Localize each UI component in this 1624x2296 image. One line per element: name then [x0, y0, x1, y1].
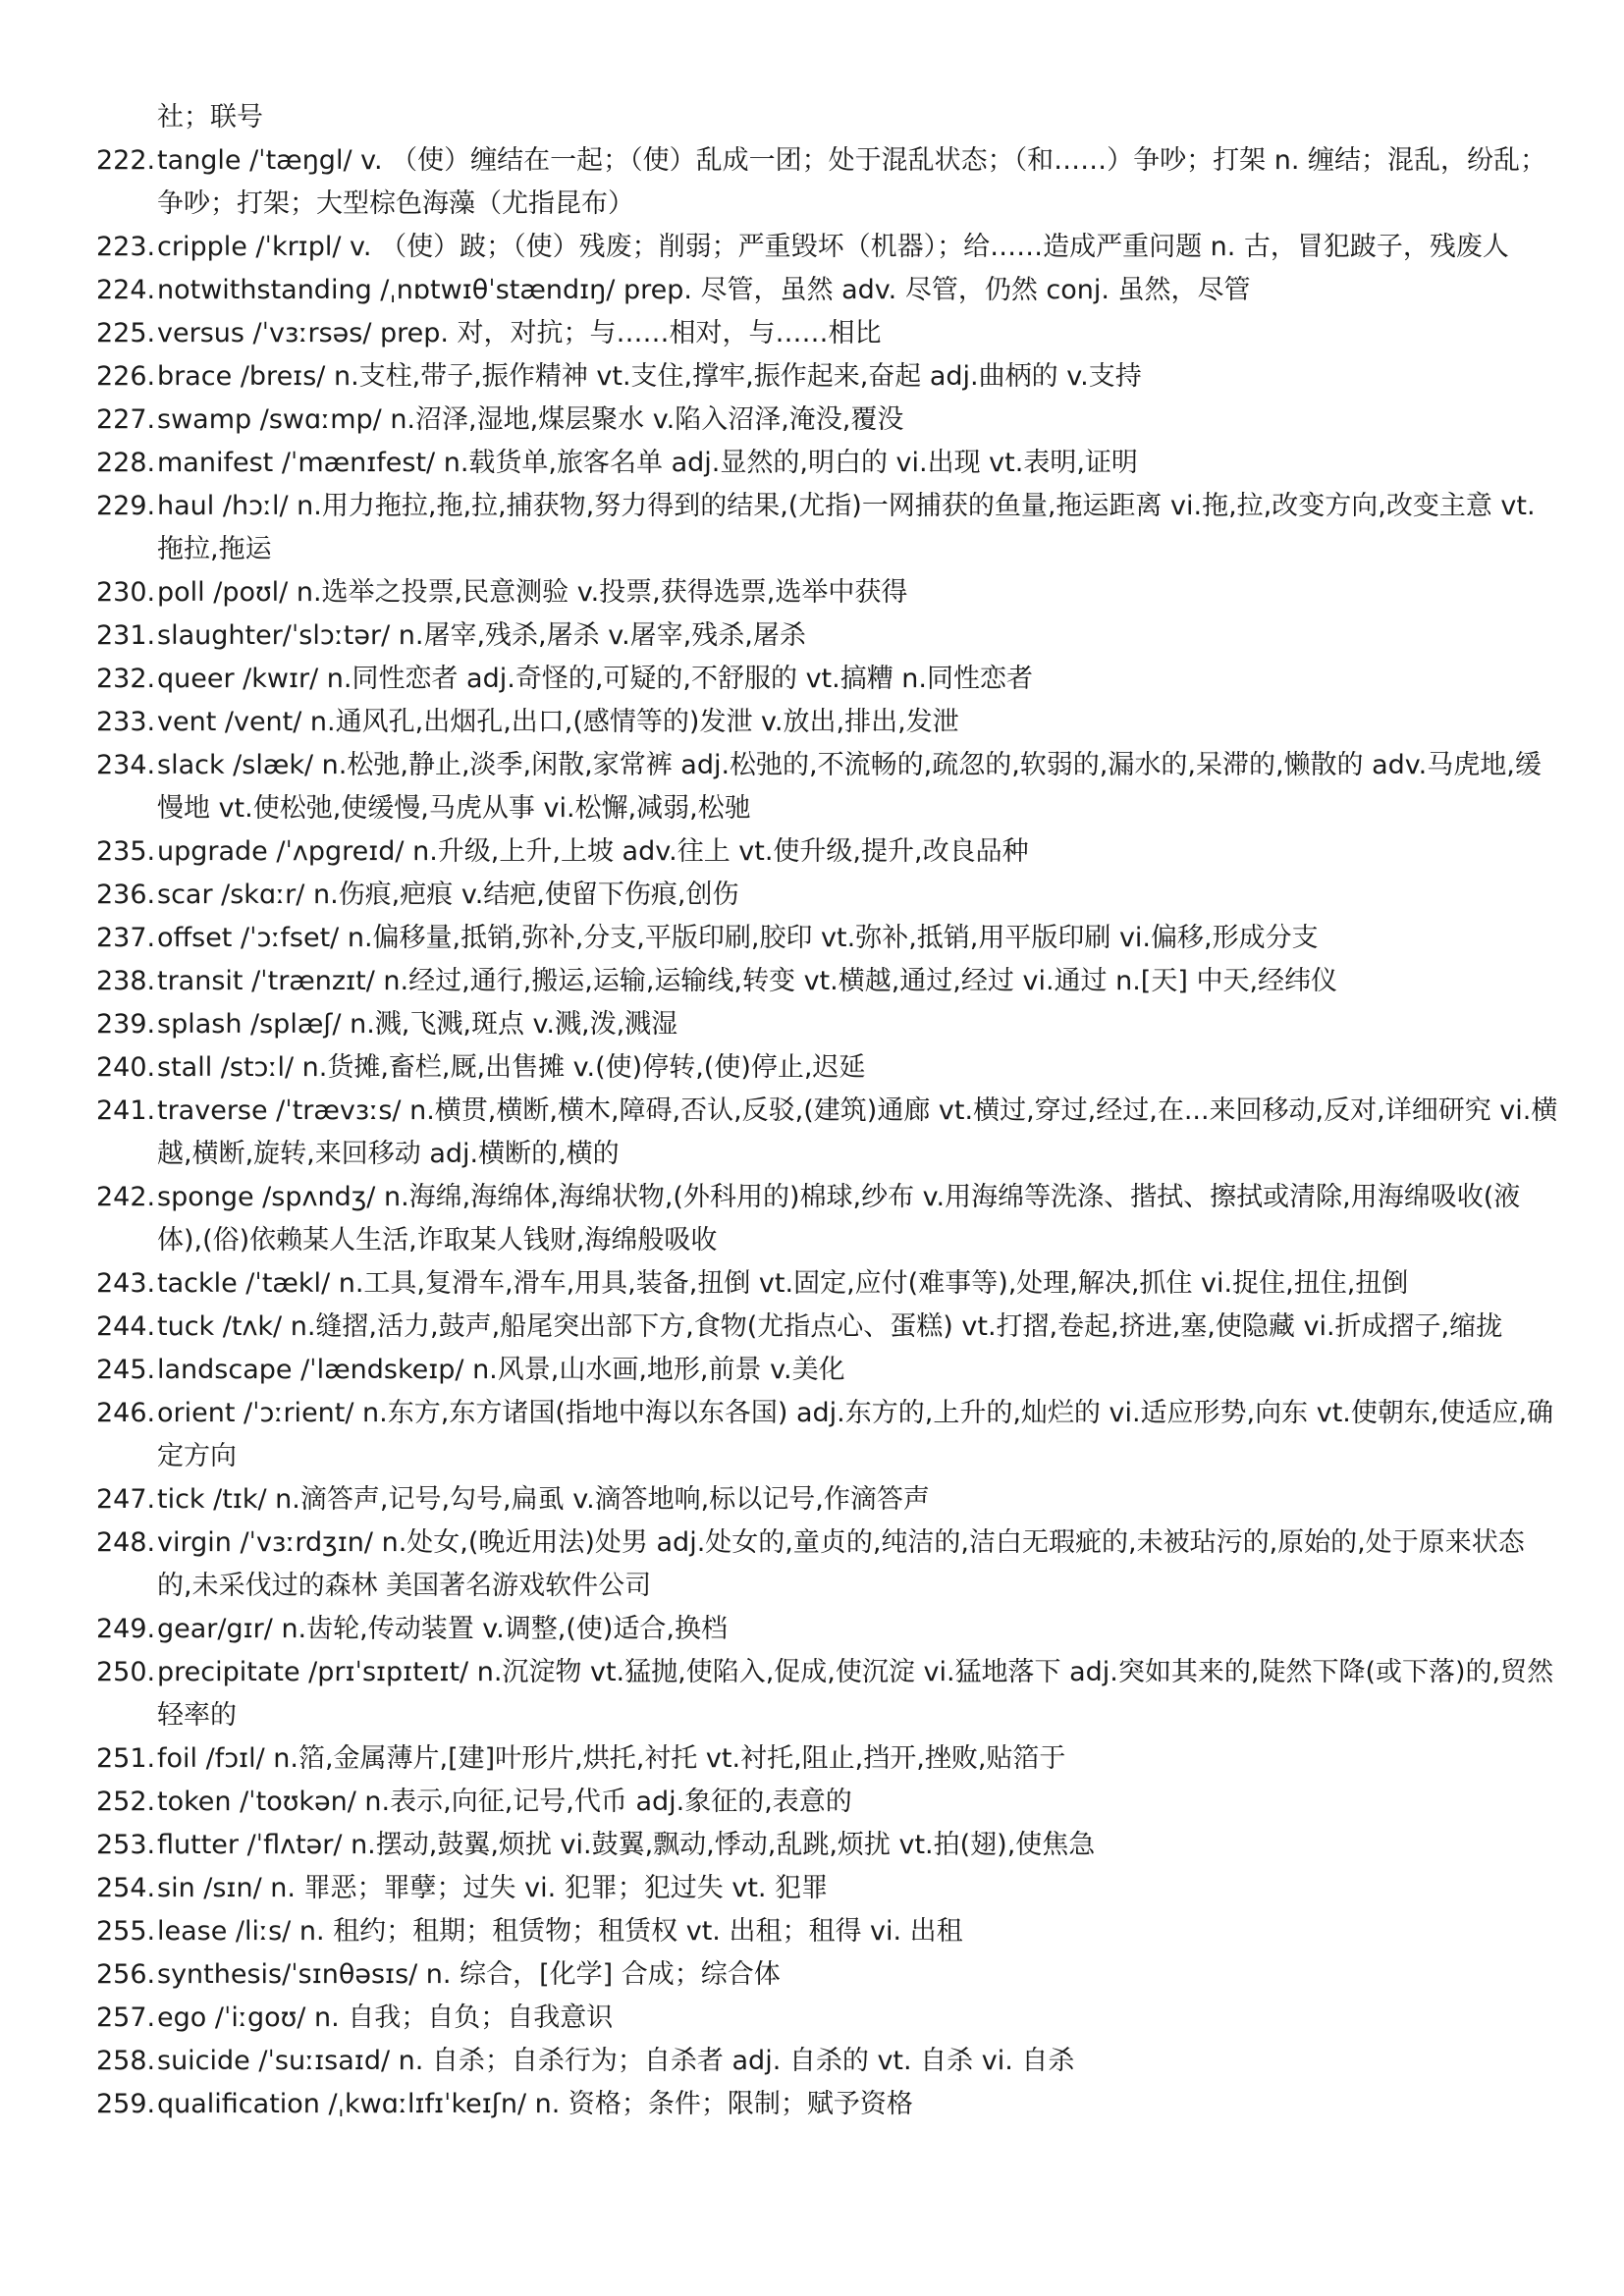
vocab-entry	[96, 1478, 1559, 1522]
vocab-entry	[96, 269, 1559, 312]
entry-definition: ego /ˈiːgoʊ/ n. 自我；自负；自我意识	[157, 2002, 614, 2033]
entry-definition: tick /tɪk/ n.滴答声,记号,勾号,扁虱 v.滴答地响,标以记号,作滴答声	[157, 1484, 930, 1515]
vocab-entry	[96, 312, 1559, 355]
vocab-entry	[96, 1522, 1559, 1608]
entry-number: 252.	[96, 1787, 156, 1817]
entry-definition: scar /skɑːr/ n.伤痕,疤痕 v.结疤,使留下伤痕,创伤	[157, 880, 739, 910]
vocab-entry	[96, 874, 1559, 917]
entry-definition: suicide /ˈsuːɪsaɪd/ n. 自杀；自杀行为；自杀者 adj. 自杀的 vt. 自杀 vi. 自杀	[157, 2046, 1075, 2076]
vocab-entry	[96, 1090, 1559, 1176]
entry-number: 242.	[96, 1182, 156, 1212]
vocabulary-list	[96, 139, 1559, 2126]
vocab-entry	[96, 1953, 1559, 1997]
vocab-entry	[96, 1176, 1559, 1262]
vocab-entry	[96, 442, 1559, 485]
entry-number: 225.	[96, 318, 156, 348]
entry-definition: versus /ˈvɜːrsəs/ prep. 对，对抗；与……相对，与……相比	[157, 318, 882, 348]
vocab-entry	[96, 658, 1559, 701]
entry-number: 250.	[96, 1657, 156, 1687]
vocab-entry	[96, 1262, 1559, 1306]
entry-number: 240.	[96, 1052, 156, 1083]
entry-definition: upgrade /ˈʌpgreɪd/ n.升级,上升,上坡 adv.往上 vt.使升级,提升,改良品种	[157, 836, 1029, 867]
entry-definition: haul /hɔːl/ n.用力拖拉,拖,拉,捕获物,努力得到的结果,(尤指)一网捕获的鱼量,拖运距离 vi.拖,拉,改变方向,改变主意 vt.拖拉,拖运	[157, 491, 1536, 564]
entry-number: 239.	[96, 1009, 156, 1040]
entry-definition: queer /kwɪr/ n.同性恋者 adj.奇怪的,可疑的,不舒服的 vt.搞糟 n.同性恋者	[157, 664, 1034, 694]
entry-definition: manifest /ˈmænɪfest/ n.载货单,旅客名单 adj.显然的,明白的 vi.出现 vt.表明,证明	[157, 448, 1138, 478]
vocab-entry	[96, 355, 1559, 399]
entry-definition: sin /sɪn/ n. 罪恶；罪孽；过失 vi. 犯罪；犯过失 vt. 犯罪	[157, 1873, 829, 1903]
vocab-entry	[96, 744, 1559, 830]
entry-definition: poll /poʊl/ n.选举之投票,民意测验 v.投票,获得选票,选举中获得	[157, 577, 908, 608]
entry-number: 227.	[96, 404, 156, 435]
entry-number: 238.	[96, 966, 156, 996]
entry-number: 228.	[96, 448, 156, 478]
vocab-entry	[96, 614, 1559, 658]
vocab-entry	[96, 139, 1559, 226]
vocab-entry	[96, 1306, 1559, 1349]
vocab-entry	[96, 1737, 1559, 1781]
entry-number: 226.	[96, 361, 156, 392]
vocab-entry	[96, 1997, 1559, 2040]
entry-number: 247.	[96, 1484, 156, 1515]
entry-definition: cripple /ˈkrɪpl/ v. （使）跛；（使）残废；削弱；严重毁坏（机器）；给……造成严重问题 n. 古，冒犯跛子，残废人	[157, 232, 1509, 262]
entry-definition: slaughter/ˈslɔːtər/ n.屠宰,残杀,屠杀 v.屠宰,残杀,屠杀	[157, 620, 806, 651]
entry-number: 241.	[96, 1095, 156, 1126]
entry-definition: precipitate /prɪˈsɪpɪteɪt/ n.沉淀物 vt.猛抛,使陷入,促成,使沉淀 vi.猛地落下 adj.突如其来的,陡然下降(或下落)的,贸然轻率的	[157, 1657, 1554, 1731]
entry-number: 224.	[96, 275, 156, 305]
entry-definition: gear/gɪr/ n.齿轮,传动装置 v.调整,(使)适合,换档	[157, 1614, 729, 1644]
entry-definition: slack /slæk/ n.松弛,静止,淡季,闲散,家常裤 adj.松弛的,不流畅的,疏忽的,软弱的,漏水的,呆滞的,懒散的 adv.马虎地,缓慢地 vt.使松弛,使缓慢,马虎从事 vi.松懈,减弱,松驰	[157, 750, 1542, 824]
vocab-entry	[96, 830, 1559, 874]
vocab-entry	[96, 1651, 1559, 1737]
vocab-entry	[96, 485, 1559, 571]
entry-number: 246.	[96, 1398, 156, 1428]
entry-number: 232.	[96, 664, 156, 694]
entry-number: 237.	[96, 923, 156, 953]
vocab-entry	[96, 399, 1559, 442]
entry-number: 234.	[96, 750, 156, 780]
vocab-entry	[96, 1046, 1559, 1090]
entry-number: 253.	[96, 1830, 156, 1860]
entry-definition: landscape /ˈlændskeɪp/ n.风景,山水画,地形,前景 v.美化	[157, 1355, 845, 1385]
entry-number: 258.	[96, 2046, 156, 2076]
entry-definition: traverse /ˈtrævɜːs/ n.横贯,横断,横木,障碍,否认,反驳,(建筑)通廊 vt.横过,穿过,经过,在...来回移动,反对,详细研究 vi.横越,横断,旋转,来回移动 adj.横断的,横的	[157, 1095, 1558, 1169]
entry-number: 255.	[96, 1916, 156, 1947]
entry-number: 243.	[96, 1268, 156, 1299]
vocab-entry	[96, 1910, 1559, 1953]
entry-definition: offset /ˈɔːfset/ n.偏移量,抵销,弥补,分支,平版印刷,胶印 vt.弥补,抵销,用平版印刷 vi.偏移,形成分支	[157, 923, 1319, 953]
entry-definition: flutter /ˈflʌtər/ n.摆动,鼓翼,烦扰 vi.鼓翼,飘动,悸动,乱跳,烦扰 vt.拍(翅),使焦急	[157, 1830, 1096, 1860]
entry-definition: orient /ˈɔːrient/ n.东方,东方诸国(指地中海以东各国) adj.东方的,上升的,灿烂的 vi.适应形势,向东 vt.使朝东,使适应,确定方向	[157, 1398, 1554, 1471]
entry-definition: vent /vent/ n.通风孔,出烟孔,出口,(感情等的)发泄 v.放出,排出,发泄	[157, 707, 959, 737]
entry-number: 223.	[96, 232, 156, 262]
entry-definition: swamp /swɑːmp/ n.沼泽,湿地,煤层聚水 v.陷入沼泽,淹没,覆没	[157, 404, 904, 435]
vocab-entry	[96, 1392, 1559, 1478]
entry-number: 244.	[96, 1311, 156, 1342]
entry-number: 249.	[96, 1614, 156, 1644]
entry-definition: qualification /ˌkwɑːlɪfɪˈkeɪʃn/ n. 资格；条件；限制；赋予资格	[157, 2089, 913, 2119]
vocab-entry	[96, 1867, 1559, 1910]
entry-definition: tackle /ˈtækl/ n.工具,复滑车,滑车,用具,装备,扭倒 vt.固定,应付(难事等),处理,解决,抓住 vi.捉住,扭住,扭倒	[157, 1268, 1409, 1299]
entry-number: 251.	[96, 1743, 156, 1774]
entry-number: 230.	[96, 577, 156, 608]
entry-number: 222.	[96, 145, 156, 176]
continuation-line: 社；联号	[157, 102, 263, 133]
vocab-entry	[96, 1608, 1559, 1651]
entry-definition: sponge /spʌndʒ/ n.海绵,海绵体,海绵状物,(外科用的)棉球,纱布 v.用海绵等洗涤、揩拭、擦拭或清除,用海绵吸收(液体),(俗)依赖某人生活,诈取某人钱财,海绵般吸收	[157, 1182, 1521, 1255]
entry-definition: notwithstanding /ˌnɒtwɪθˈstændɪŋ/ prep. 尽管，虽然 adv. 尽管，仍然 conj. 虽然，尽管	[157, 275, 1251, 305]
entry-definition: splash /splæʃ/ n.溅,飞溅,斑点 v.溅,泼,溅湿	[157, 1009, 678, 1040]
vocab-entry	[96, 960, 1559, 1003]
entry-number: 256.	[96, 1959, 156, 1990]
entry-definition: tangle /ˈtæŋgl/ v. （使）缠结在一起；（使）乱成一团；处于混乱状态；（和……）争吵；打架 n. 缠结；混乱，纷乱；争吵；打架；大型棕色海藻（尤指昆布）	[157, 145, 1547, 219]
vocab-entry	[96, 701, 1559, 744]
vocab-entry	[96, 571, 1559, 614]
entry-number: 229.	[96, 491, 156, 521]
entry-number: 236.	[96, 880, 156, 910]
vocab-entry	[96, 1349, 1559, 1392]
entry-definition: transit /ˈtrænzɪt/ n.经过,通行,搬运,运输,运输线,转变 vt.横越,通过,经过 vi.通过 n.[天] 中天,经纬仪	[157, 966, 1338, 996]
entry-definition: foil /fɔɪl/ n.箔,金属薄片,[建]叶形片,烘托,衬托 vt.衬托,阻止,挡开,挫败,贴箔于	[157, 1743, 1066, 1774]
entry-definition: tuck /tʌk/ n.缝摺,活力,鼓声,船尾突出部下方,食物(尤指点心、蛋糕) vt.打摺,卷起,挤进,塞,使隐藏 vi.折成摺子,缩拢	[157, 1311, 1503, 1342]
vocab-entry	[96, 2040, 1559, 2083]
vocab-entry	[96, 1003, 1559, 1046]
vocab-entry	[96, 2083, 1559, 2126]
entry-definition: token /ˈtoʊkən/ n.表示,向征,记号,代币 adj.象征的,表意的	[157, 1787, 852, 1817]
entry-number: 254.	[96, 1873, 156, 1903]
entry-number: 259.	[96, 2089, 156, 2119]
vocab-entry	[96, 917, 1559, 960]
entry-number: 245.	[96, 1355, 156, 1385]
entry-number: 231.	[96, 620, 156, 651]
entry-definition: virgin /ˈvɜːrdʒɪn/ n.处女,(晚近用法)处男 adj.处女的,童贞的,纯洁的,洁白无瑕疵的,未被玷污的,原始的,处于原来状态的,未采伐过的森林 美国著名游戏软件公司	[157, 1527, 1525, 1601]
entry-definition: brace /breɪs/ n.支柱,带子,振作精神 vt.支住,撑牢,振作起来,奋起 adj.曲柄的 v.支持	[157, 361, 1142, 392]
entry-definition: stall /stɔːl/ n.货摊,畜栏,厩,出售摊 v.(使)停转,(使)停止,迟延	[157, 1052, 866, 1083]
entry-number: 233.	[96, 707, 156, 737]
vocab-entry	[96, 226, 1559, 269]
entry-number: 235.	[96, 836, 156, 867]
entry-definition: synthesis/ˈsɪnθəsɪs/ n. 综合，[化学] 合成；综合体	[157, 1959, 781, 1990]
vocab-entry	[96, 1781, 1559, 1824]
entry-number: 248.	[96, 1527, 156, 1558]
entry-definition: lease /liːs/ n. 租约；租期；租赁物；租赁权 vt. 出租；租得 vi. 出租	[157, 1916, 963, 1947]
entry-number: 257.	[96, 2002, 156, 2033]
vocab-entry	[96, 1824, 1559, 1867]
